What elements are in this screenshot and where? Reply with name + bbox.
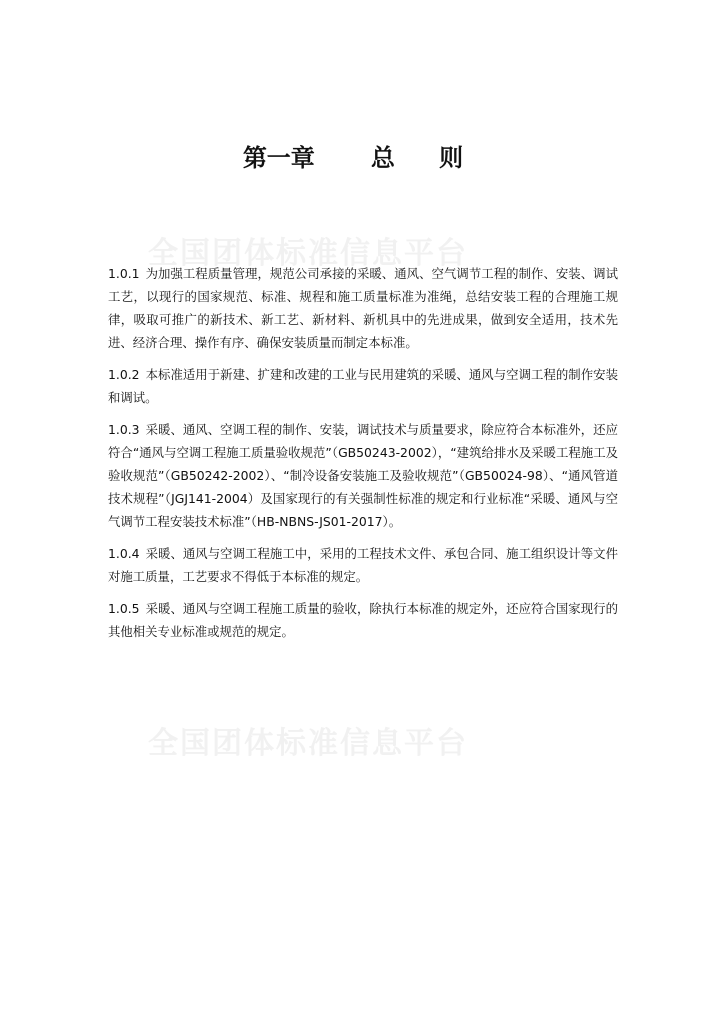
- clause-paragraph: [108, 597, 618, 643]
- clause-number: 1.0.2: [108, 367, 140, 382]
- clause-text: 采暖、通风与空调工程施工质量的验收，除执行本标准的规定外，还应符合国家现行的其他相关专业标准或规范的规定。: [108, 601, 618, 639]
- clause-number: 1.0.3: [108, 422, 140, 437]
- watermark-text: 全国团体标准信息平台: [148, 236, 468, 271]
- chapter-heading: [0, 138, 724, 173]
- clause-text: 采暖、通风、空调工程的制作、安装，调试技术与质量要求，除应符合本标准外，还应符合“通风与空调工程施工质量验收规范”（GB50243-2002），“建筑给排水及采暖工程施工及验收规范”（GB50242-2002）、“制冷设备安装施工及验收规范”（GB50024-98）、“通风管道技术规程”（JGJ141-2004）及国家现行的有关强制性标准的规定和行业标准“采暖、通风与空气调节工程安装技术标准”（HB-NBNS-JS01-2017）。: [108, 422, 618, 529]
- clause-paragraph: [108, 542, 618, 588]
- chapter-body: [108, 262, 618, 652]
- clause-text: 本标准适用于新建、扩建和改建的工业与民用建筑的采暖、通风与空调工程的制作安装和调试。: [108, 367, 618, 405]
- chapter-title: 总 则: [370, 144, 482, 172]
- clause-text: 采暖、通风与空调工程施工中，采用的工程技术文件、承包合同、施工组织设计等文件对施工质量，工艺要求不得低于本标准的规定。: [108, 546, 618, 584]
- clause-text: 为加强工程质量管理，规范公司承接的采暖、通风、空气调节工程的制作、安装、调试工艺，以现行的国家规范、标准、规程和施工质量标准为准绳，总结安装工程的合理施工规律，吸取可推广的新技术、新工艺、新材料、新机具中的先进成果，做到安全适用，技术先进、经济合理、操作有序、确保安装质量而制定本标准。: [108, 266, 618, 350]
- clause-number: 1.0.5: [108, 601, 140, 616]
- clause-paragraph: [108, 418, 618, 533]
- clause-number: 1.0.4: [108, 546, 140, 561]
- clause-paragraph: [108, 363, 618, 409]
- clause-number: 1.0.1: [108, 266, 140, 281]
- watermark-text: 全国团体标准信息平台: [148, 726, 468, 761]
- clause-paragraph: [108, 262, 618, 354]
- chapter-number: 第一章: [242, 144, 315, 172]
